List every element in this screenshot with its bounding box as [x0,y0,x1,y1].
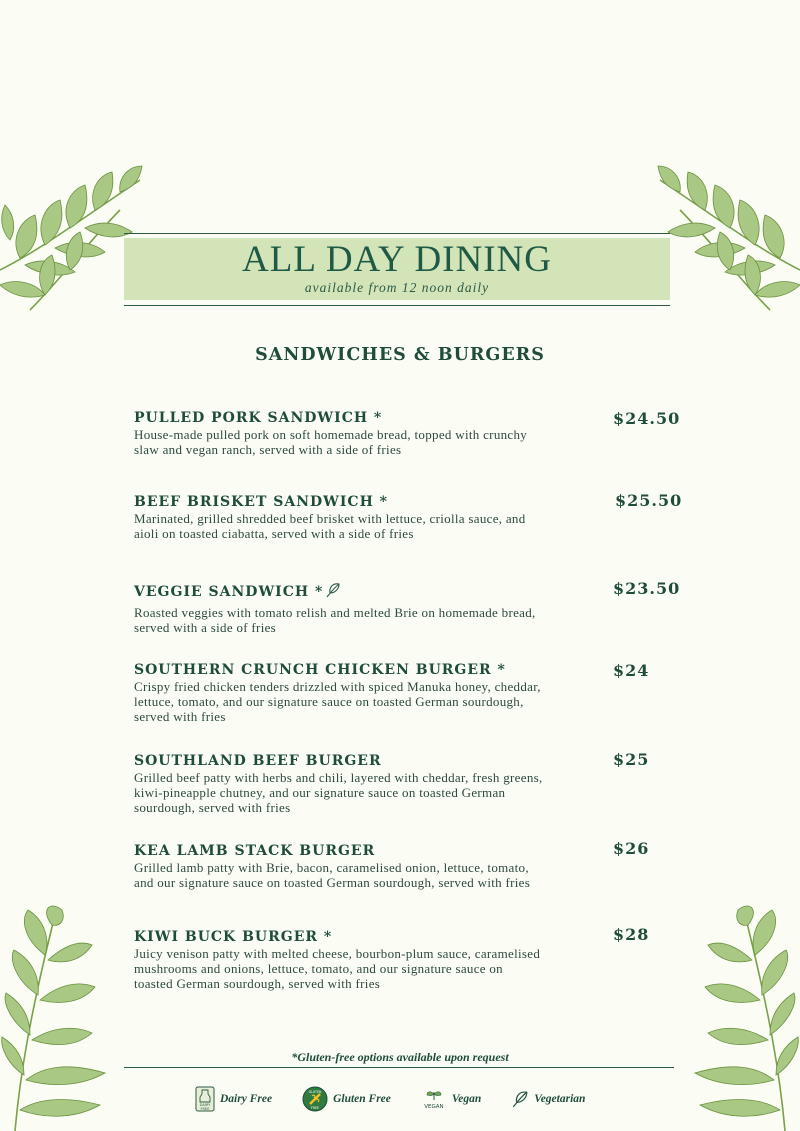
legend-gluten-free [302,1086,391,1112]
page-title: ALL DAY DINING [242,239,552,280]
item-description: Crispy fried chicken tenders drizzled with spiced Manuka honey, cheddar, lettuce, tomato, and our signature sauce on toasted German sourdough, served with fries [134,679,541,724]
item-name: KIWI BUCK BURGER * [134,929,333,945]
gluten-free-icon [302,1086,328,1112]
vegetarian-leaf-icon [325,582,341,598]
dairy-free-icon [195,1086,215,1112]
menu-item [134,582,694,635]
item-name: SOUTHLAND BEEF BURGER [134,753,382,769]
vegan-icon [421,1086,447,1112]
gluten-free-footnote: *Gluten-free options available upon request [291,1050,509,1064]
leaf-branch-icon [650,160,800,320]
item-price: $28 [613,925,650,944]
menu-item [134,661,694,724]
legend-label: Vegetarian [534,1093,586,1105]
item-name: SOUTHERN CRUNCH CHICKEN BURGER * [134,662,506,678]
menu-item [134,409,694,457]
leaf-branch-icon [0,905,110,1131]
header-rule-top [124,233,670,234]
item-name: KEA LAMB STACK BURGER [134,843,376,859]
item-name: BEEF BRISKET SANDWICH * [134,494,388,510]
item-description: Grilled beef patty with herbs and chili, layered with cheddar, fresh greens, kiwi-pineapple chutney, and our signature sauce on toasted German sourdough, served with fries [134,770,543,815]
legend-label: Gluten Free [333,1093,391,1105]
menu-item [134,752,694,815]
legend-vegan [421,1086,481,1112]
item-price: $24.50 [613,409,681,428]
vegan-icon-text: VEGAN [424,1104,444,1110]
item-name: PULLED PORK SANDWICH * [134,410,383,426]
item-description: Grilled lamb patty with Brie, bacon, caramelised onion, lettuce, tomato, and our signature sauce on toasted German sourdough, served with fries [134,860,531,890]
dairy-free-icon-text-1: DAIRY [199,1103,211,1107]
gluten-free-icon-text-1: GLUTEN [308,1090,322,1094]
item-price: $23.50 [613,579,681,598]
item-price: $25.50 [615,491,683,510]
gluten-free-icon-text-2: FREE [311,1106,320,1110]
menu-item [134,928,694,991]
item-description: Juicy venison patty with melted cheese, bourbon-plum sauce, caramelised mushrooms and onions, lettuce, tomato, and our signature sauce on toasted German sourdough, served with fries [134,946,541,991]
header-banner [124,238,670,300]
page-subtitle: available from 12 noon daily [304,280,490,295]
item-name-row [134,582,694,601]
legend-vegetarian [511,1090,585,1108]
legend-label: Dairy Free [220,1093,273,1105]
item-description: House-made pulled pork on soft homemade bread, topped with crunchy slaw and vegan ranch, served with a side of fries [134,427,528,457]
legend-dairy-free [195,1086,272,1112]
dairy-free-icon-text-2: FREE [200,1107,210,1111]
item-price: $24 [613,661,650,680]
item-description: Roasted veggies with tomato relish and melted Brie on homemade bread, served with a side of fries [134,605,536,635]
header-rule-bottom [124,305,670,306]
section-title: SANDWICHES & BURGERS [255,345,545,365]
menu-item [134,842,694,890]
vegetarian-icon [511,1090,529,1108]
legend-label: Vegan [451,1093,482,1105]
item-description: Marinated, grilled shredded beef brisket with lettuce, criolla sauce, and aioli on toasted ciabatta, served with a side of fries [134,511,526,541]
menu-item [134,493,694,541]
item-price: $26 [613,839,650,858]
footer-rule [124,1067,674,1068]
item-name: VEGGIE SANDWICH * [134,584,324,600]
dietary-legend [195,1084,615,1114]
item-price: $25 [613,750,650,769]
leaf-branch-icon [690,905,800,1131]
